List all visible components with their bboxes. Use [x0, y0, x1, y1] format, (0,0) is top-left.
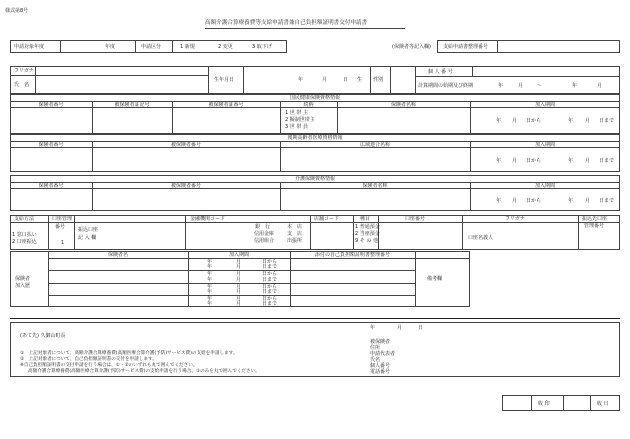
ref-no-label: 支給申請書整理番号 [443, 44, 489, 50]
personal-no-label: 個 人 番 号 [428, 69, 453, 75]
app-type-new[interactable]: 1 新規 [180, 44, 195, 50]
addressee: (あて先) 久御山町長 [20, 333, 66, 339]
furigana-label: フリガナ [14, 68, 34, 74]
app-type-withdraw[interactable]: 3 取下げ [252, 44, 272, 50]
elder-title: 後期高齢者医療資格情報 [287, 135, 343, 141]
care-title: 介護保険資格情報 [294, 176, 335, 182]
form-title: 高額介護合算療養費等支給申請書兼自己負担額証明書交付申請書 [205, 20, 368, 26]
dob-label: 生年月日 [214, 77, 235, 83]
form-number: 様式第8号 [5, 8, 29, 14]
name-label: 氏 名 [14, 82, 30, 88]
applicant-year-label: 申請対象年度 [14, 44, 45, 50]
insurer-entry-label: (保険者等記入欄) [392, 44, 431, 50]
app-type-label: 申請区分 [141, 44, 162, 50]
applicant-block [10, 66, 620, 94]
app-type-change[interactable]: 2 変更 [218, 44, 233, 50]
year-suffix: 年度 [105, 44, 116, 50]
sex-label: 性別 [373, 77, 384, 83]
period-label: 計算期間の始期及び終期 [418, 83, 474, 89]
nhi-title: 国民健康保険資格情報 [289, 95, 340, 101]
